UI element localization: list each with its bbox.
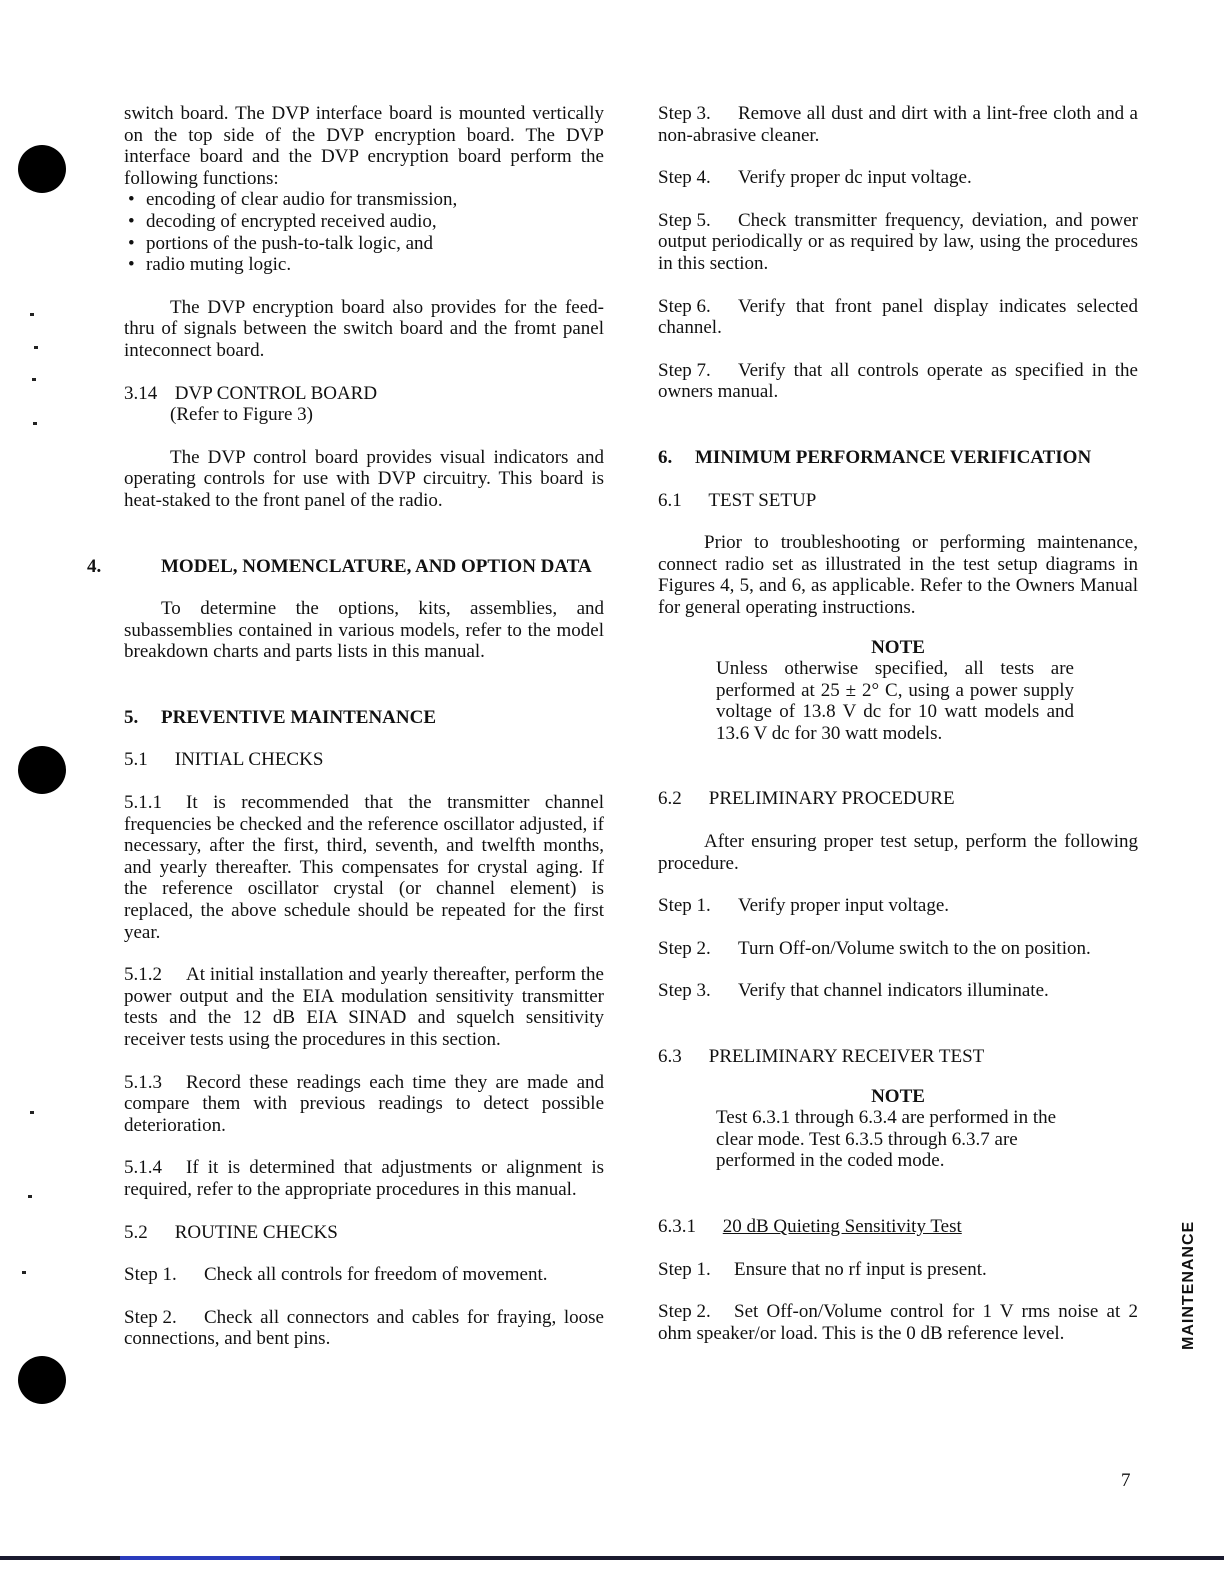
routine-step	[658, 360, 1138, 403]
encryption-board-paragraph: The DVP encryption board also provides for the feed-thru of signals between the switch board and the fromt panel inteconnect board.	[124, 296, 604, 361]
step-label: Step 2.	[658, 937, 711, 959]
section-number: 5.1	[124, 749, 148, 771]
scan-speck	[30, 313, 34, 316]
step-text: Verify proper input voltage.	[738, 895, 950, 917]
binder-hole-bottom	[18, 1356, 66, 1404]
step-text: Turn Off-on/Volume switch to the on position.	[738, 937, 1091, 959]
note-body: Unless otherwise specified, all tests are performed at 25 ± 2° C, using a power supply voltage of 13.8 V dc for 10 watt models and 13.6 V dc for 30 watt models.	[716, 658, 1074, 744]
item-5-1-1	[124, 792, 604, 943]
bottom-edge-accent	[120, 1556, 280, 1560]
section-5-heading	[124, 707, 604, 729]
step-label: Step 6.	[658, 295, 711, 317]
note-title: NOTE	[871, 636, 925, 658]
function-item: • encoding of clear audio for transmission,	[124, 189, 604, 211]
figure-reference: (Refer to Figure 3)	[170, 404, 313, 426]
section-3-14-heading	[124, 383, 604, 426]
left-column	[87, 103, 604, 1350]
item-5-1-2	[124, 964, 604, 1050]
item-text: If it is determined that adjustments or alignment is required, refer to the appropriate procedures in this manual.	[124, 1157, 604, 1200]
section-6-2-heading	[658, 788, 1138, 810]
scan-speck	[22, 1271, 26, 1274]
page-number: 7	[1121, 1470, 1131, 1491]
note-body: Test 6.3.1 through 6.3.4 are performed in the clear mode. Test 6.3.5 through 6.3.7 are performed in the coded mode.	[716, 1107, 1057, 1172]
test-step	[658, 1301, 1138, 1344]
section-number: 3.14	[124, 382, 158, 404]
scan-speck	[33, 422, 37, 425]
section-title: DVP CONTROL BOARD	[174, 382, 378, 404]
section-6-3-heading	[658, 1046, 1138, 1068]
section-title: MINIMUM PERFORMANCE VERIFICATION	[695, 446, 1092, 468]
routine-step	[658, 103, 1138, 146]
item-text: At initial installation and yearly thereafter, perform the power output and the EIA modulation sensitivity transmitter tests and the 12 dB EIA SINAD and squelch sensitivity receiver tests using the procedures in this section.	[124, 964, 604, 1050]
item-text: It is recommended that the transmitter channel frequencies be checked and the reference oscillator adjusted, if necessary, after the first, third, seventh, and twelfth months, and yearly thereafter. This compensates for crystal aging. If the reference oscillator crystal (or channel element) is replaced, the above schedule should be repeated for the first year.	[124, 792, 604, 943]
section-6-1-heading	[658, 490, 1138, 512]
item-text: Record these readings each time they are made and compare them with previous readings to detect possible deterioration.	[124, 1071, 604, 1136]
step-text: Verify that channel indicators illuminate.	[738, 980, 1049, 1002]
scan-speck	[30, 1111, 34, 1114]
step-label: Step 7.	[658, 359, 711, 381]
section-title: PREVENTIVE MAINTENANCE	[161, 706, 436, 728]
step-text: Check all connectors and cables for fraying, loose connections, and bent pins.	[124, 1306, 604, 1350]
binder-hole-middle	[18, 746, 66, 794]
step-label: Step 3.	[658, 103, 711, 124]
step-label: Step 2.	[124, 1306, 177, 1328]
step-label: Step 4.	[658, 167, 711, 189]
section-6-1-body: Prior to troubleshooting or performing maintenance, connect radio set as illustrated in the test setup diagrams in Figures 4, 5, and 6, as applicable. Refer to the Owners Manual for general operating instructions.	[658, 532, 1138, 618]
step-label: Step 1.	[124, 1264, 177, 1286]
note-title: NOTE	[871, 1085, 925, 1107]
item-number: 5.1.3	[124, 1071, 162, 1093]
function-list	[124, 189, 604, 275]
procedure-step	[658, 895, 1138, 917]
section-5-1-heading	[124, 749, 604, 771]
function-item: • radio muting logic.	[124, 254, 604, 276]
step-text: Remove all dust and dirt with a lint-free cloth and a non-abrasive cleaner.	[658, 103, 1138, 146]
scan-speck	[32, 378, 36, 381]
procedure-step	[658, 980, 1138, 1002]
procedure-step	[658, 938, 1138, 960]
section-4-heading	[87, 555, 604, 578]
step-label: Step 2.	[658, 1301, 711, 1323]
step-text: Verify proper dc input voltage.	[738, 167, 972, 189]
right-column	[658, 103, 1138, 1344]
step-text: Verify that front panel display indicates selected channel.	[658, 295, 1138, 339]
scan-speck	[34, 346, 38, 349]
routine-step	[658, 167, 1138, 189]
section-title: MODEL, NOMENCLATURE, AND OPTION DATA	[161, 555, 592, 577]
item-number: 5.1.1	[124, 792, 162, 814]
section-title: TEST SETUP	[708, 489, 817, 511]
step-label: Step 3.	[658, 980, 711, 1002]
step-text: Check transmitter frequency, deviation, and power output periodically or as required by law, using the procedures in this section.	[658, 209, 1138, 274]
section-6-heading	[658, 447, 1138, 469]
section-number: 6.	[658, 446, 673, 468]
step-text: Set Off-on/Volume control for 1 V rms noise at 2 ohm speaker/or load. This is the 0 dB reference level.	[658, 1301, 1138, 1344]
routine-step	[124, 1307, 604, 1350]
item-number: 5.1.2	[124, 964, 162, 986]
section-4-body: To determine the options, kits, assemblies, and subassemblies contained in various models, refer to the model breakdown charts and parts lists in this manual.	[124, 598, 604, 663]
section-number: 6.2	[658, 788, 682, 810]
item-5-1-4	[124, 1157, 604, 1200]
section-title: INITIAL CHECKS	[174, 749, 324, 771]
section-number: 6.3	[658, 1046, 682, 1068]
step-label: Step 1.	[658, 1258, 711, 1280]
function-item: • decoding of encrypted received audio,	[124, 211, 604, 233]
section-number: 4.	[87, 555, 102, 577]
section-title: PRELIMINARY PROCEDURE	[708, 788, 955, 810]
step-text: Ensure that no rf input is present.	[734, 1258, 987, 1280]
item-number: 5.1.4	[124, 1157, 162, 1179]
item-5-1-3	[124, 1072, 604, 1137]
section-title: ROUTINE CHECKS	[174, 1221, 338, 1243]
section-side-tab: MAINTENANCE	[1180, 1220, 1197, 1350]
function-item: • portions of the push-to-talk logic, and	[124, 233, 604, 255]
intro-paragraph: switch board. The DVP interface board is mounted vertically on the top side of the DVP encryption board. The DVP interface board and the DVP encryption board perform the following functions:	[124, 103, 604, 189]
routine-step	[658, 296, 1138, 339]
step-text: Verify that all controls operate as specified in the owners manual.	[658, 359, 1138, 403]
section-number: 6.3.1	[658, 1216, 696, 1237]
binder-hole-top	[18, 145, 66, 193]
routine-step	[124, 1264, 604, 1286]
section-title: PRELIMINARY RECEIVER TEST	[708, 1046, 985, 1068]
section-5-2-heading	[124, 1222, 604, 1244]
step-label: Step 5.	[658, 209, 711, 231]
section-number: 5.2	[124, 1221, 148, 1243]
step-text: Check all controls for freedom of movement.	[204, 1264, 548, 1286]
step-label: Step 1.	[658, 895, 711, 917]
section-6-2-body: After ensuring proper test setup, perform the following procedure.	[658, 831, 1138, 874]
section-3-14-body: The DVP control board provides visual indicators and operating controls for use with DVP circuitry. This board is heat-staked to the front panel of the radio.	[124, 446, 604, 511]
section-number: 5.	[124, 706, 139, 728]
section-title: 20 dB Quieting Sensitivity Test	[722, 1216, 962, 1237]
section-6-3-1-heading	[658, 1216, 1138, 1238]
routine-step	[658, 210, 1138, 275]
scan-speck	[28, 1195, 32, 1198]
section-number: 6.1	[658, 489, 682, 511]
test-step	[658, 1259, 1138, 1281]
